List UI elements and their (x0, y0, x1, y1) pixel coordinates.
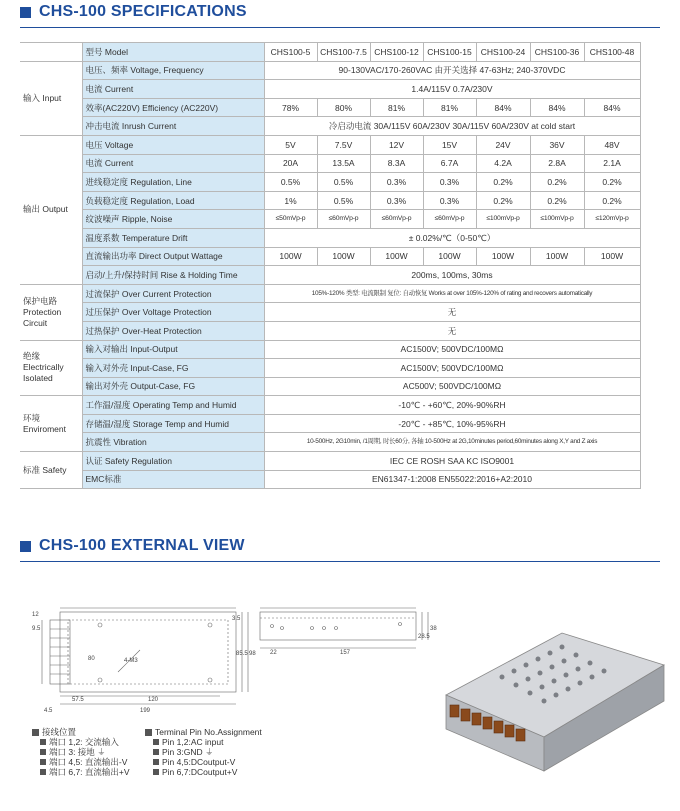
value-cell: ≤60mVp-p (317, 210, 370, 229)
spec-table (20, 42, 641, 489)
row-label: 电压 Voltage (82, 135, 264, 154)
table-row (20, 135, 640, 154)
table-row (20, 247, 640, 266)
value-cell: ≤60mVp-p (370, 210, 423, 229)
value-cell: AC1500V; 500VDC/100MΩ (264, 340, 640, 359)
table-row (20, 359, 640, 378)
dim-w4: 157 (340, 650, 351, 656)
value-cell: 2.1A (584, 154, 640, 173)
power-supply-photo (432, 625, 668, 775)
value-cell: 100W (370, 247, 423, 266)
group-empty (20, 43, 82, 62)
pin-item: 端口 3: 接地 ⏚ (49, 747, 106, 757)
table-row (20, 117, 640, 136)
row-label: 输入对输出 Input-Output (82, 340, 264, 359)
row-label: 存储温/湿度 Storage Temp and Humid (82, 414, 264, 433)
dim-w3: 120 (148, 697, 159, 703)
value-cell: 100W (264, 247, 317, 266)
value-cell: 0.5% (317, 191, 370, 210)
dim-h6: 12 (32, 612, 39, 618)
value-cell: 15V (423, 135, 476, 154)
row-label: 型号 Model (82, 43, 264, 62)
pin-item: Pin 4,5:DCoutput-V (162, 757, 236, 767)
value-cell: 13.5A (317, 154, 370, 173)
value-cell: 0.3% (423, 191, 476, 210)
table-row (20, 414, 640, 433)
value-cell: 48V (584, 135, 640, 154)
table-row (20, 303, 640, 322)
checkbox-square-icon (40, 769, 46, 775)
dim-h7: 4.5 (44, 708, 53, 714)
value-cell: ≤50mVp-p (264, 210, 317, 229)
value-cell: 0.2% (476, 173, 530, 192)
table-row-model (20, 43, 640, 62)
table-row (20, 210, 640, 229)
value-cell: 无 (264, 303, 640, 322)
row-label: 抗震性 Vibration (82, 433, 264, 452)
dim-w5: 22 (270, 650, 277, 656)
value-cell: 4.2A (476, 154, 530, 173)
value-cell: 0.3% (370, 173, 423, 192)
row-label: 效率(AC220V) Efficiency (AC220V) (82, 98, 264, 117)
value-cell: 12V (370, 135, 423, 154)
spec-section-heading (20, 0, 247, 24)
value-cell: EN61347-1:2008 EN55022:2016+A2:2010 (264, 470, 640, 489)
row-label: 输入对外壳 Input-Case, FG (82, 359, 264, 378)
value-cell: ± 0.02%/℃（0-50℃） (264, 228, 640, 247)
value-cell: 78% (264, 98, 317, 117)
value-cell: 0.2% (476, 191, 530, 210)
pin-assignment-cn (32, 727, 130, 777)
value-cell: 100W (584, 247, 640, 266)
value-cell: 84% (476, 98, 530, 117)
checkbox-square-icon (32, 729, 39, 736)
model-cell: CHS100-48 (584, 43, 640, 62)
model-cell: CHS100-12 (370, 43, 423, 62)
checkbox-square-icon (40, 739, 46, 745)
value-cell: 5V (264, 135, 317, 154)
value-cell: 84% (530, 98, 584, 117)
heading-square-icon (20, 541, 31, 552)
model-cell: CHS100-15 (423, 43, 476, 62)
value-cell: 10-500Hz, 2G10min, /1周期, 时长60分, 各轴 10-500Hz at 2G,10minutes period,60minutes along X,Y and Z axis (264, 433, 640, 452)
table-row (20, 470, 640, 489)
value-cell: 无 (264, 321, 640, 340)
checkbox-square-icon (40, 749, 46, 755)
value-cell: 100W (317, 247, 370, 266)
model-cell: CHS100-5 (264, 43, 317, 62)
external-view-heading (20, 534, 245, 558)
external-view-title: CHS-100 EXTERNAL VIEW (39, 537, 245, 554)
pins-en-title: Terminal Pin No.Assignment (155, 727, 262, 737)
value-cell: 1.4A/115V 0.7A/230V (264, 80, 640, 99)
row-label: 冲击电流 Inrush Current (82, 117, 264, 136)
value-cell: 81% (370, 98, 423, 117)
pin-item: 端口 4,5: 直流输出-V (49, 757, 128, 767)
value-cell: 36V (530, 135, 584, 154)
spec-section-title: CHS-100 SPECIFICATIONS (39, 3, 247, 20)
table-row (20, 266, 640, 285)
value-cell: IEC CE ROSH SAA KC ISO9001 (264, 452, 640, 471)
row-label: 直流输出功率 Direct Output Wattage (82, 247, 264, 266)
table-row (20, 452, 640, 471)
pin-item: Pin 1,2:AC input (162, 737, 224, 747)
pin-item: 端口 1,2: 交流输入 (49, 737, 119, 747)
row-label: 工作温/湿度 Operating Temp and Humid (82, 396, 264, 415)
table-row (20, 321, 640, 340)
value-cell: 0.3% (370, 191, 423, 210)
spec-heading-rule (20, 27, 660, 28)
table-row (20, 377, 640, 396)
value-cell: 0.2% (530, 173, 584, 192)
value-cell: 200ms, 100ms, 30ms (264, 266, 640, 285)
dim-h8: 38 (430, 626, 437, 632)
row-label: 负载稳定度 Regulation, Load (82, 191, 264, 210)
group-insulation: 绝缘 Electrically Isolated (20, 340, 82, 396)
value-cell: 8.3A (370, 154, 423, 173)
value-cell: 90-130VAC/170-260VAC 由开关选择 47-63Hz; 240-370VDC (264, 61, 640, 80)
dim-h2: 85.5 (236, 651, 248, 657)
row-label: 温度系数 Temperature Drift (82, 228, 264, 247)
value-cell: 1% (264, 191, 317, 210)
value-cell: 0.2% (584, 173, 640, 192)
checkbox-square-icon (145, 729, 152, 736)
dim-hole: 4-M3 (124, 658, 138, 664)
model-cell: CHS100-24 (476, 43, 530, 62)
side-view-drawing (260, 608, 428, 648)
value-cell: 2.8A (530, 154, 584, 173)
dim-w1: 199 (140, 708, 151, 714)
pin-assignment-en (145, 727, 262, 777)
heading-square-icon (20, 7, 31, 18)
table-row (20, 173, 640, 192)
value-cell: 105%-120% 类型: 电流限制 复位: 自动恢复 Works at over 105%-120% of rating and recovers automatically (264, 284, 640, 303)
pin-item: Pin 6,7:DCoutput+V (162, 767, 238, 777)
row-label: 纹波噪声 Ripple, Noise (82, 210, 264, 229)
dim-h9: 28.5 (418, 634, 430, 640)
value-cell: 0.3% (423, 173, 476, 192)
value-cell: AC500V; 500VDC/100MΩ (264, 377, 640, 396)
dim-w2: 57.5 (72, 697, 84, 703)
row-label: 过热保护 Over-Heat Protection (82, 321, 264, 340)
dim-h1: 98 (249, 651, 256, 657)
value-cell: 100W (423, 247, 476, 266)
model-cell: CHS100-36 (530, 43, 584, 62)
row-label: 过流保护 Over Current Protection (82, 284, 264, 303)
value-cell: 0.2% (584, 191, 640, 210)
value-cell: ≤60mVp-p (423, 210, 476, 229)
table-row (20, 284, 640, 303)
value-cell: 100W (476, 247, 530, 266)
table-row (20, 340, 640, 359)
external-heading-rule (20, 561, 660, 562)
dim-h3: 80 (88, 656, 95, 662)
value-cell: 84% (584, 98, 640, 117)
row-label: 输出对外壳 Output-Case, FG (82, 377, 264, 396)
group-input: 输入 Input (20, 61, 82, 135)
value-cell: 80% (317, 98, 370, 117)
checkbox-square-icon (153, 759, 159, 765)
table-row (20, 154, 640, 173)
value-cell: 0.2% (530, 191, 584, 210)
row-label: 启动/上升/保持时间 Rise & Holding Time (82, 266, 264, 285)
value-cell: -10℃ - +60℃, 20%-90%RH (264, 396, 640, 415)
table-row (20, 61, 640, 80)
table-row (20, 433, 640, 452)
value-cell: 6.7A (423, 154, 476, 173)
checkbox-square-icon (153, 769, 159, 775)
pin-item: Pin 3:GND ⏚ (162, 747, 214, 757)
pins-cn-title: 接线位置 (42, 727, 77, 737)
value-cell: 0.5% (264, 173, 317, 192)
value-cell: 7.5V (317, 135, 370, 154)
row-label: 电流 Current (82, 80, 264, 99)
row-label: 认证 Safety Regulation (82, 452, 264, 471)
checkbox-square-icon (153, 739, 159, 745)
value-cell: ≤120mVp-p (584, 210, 640, 229)
group-environment: 环境 Enviroment (20, 396, 82, 452)
table-row (20, 98, 640, 117)
row-label: 电流 Current (82, 154, 264, 173)
value-cell: 冷启动电流 30A/115V 60A/230V 30A/115V 60A/230V at cold start (264, 117, 640, 136)
dim-h5: 9.5 (32, 626, 41, 632)
value-cell: 0.5% (317, 173, 370, 192)
table-row (20, 228, 640, 247)
model-cell: CHS100-7.5 (317, 43, 370, 62)
row-label: 进线稳定度 Regulation, Line (82, 173, 264, 192)
checkbox-square-icon (153, 749, 159, 755)
table-row (20, 191, 640, 210)
row-label: 电压、频率 Voltage, Frequency (82, 61, 264, 80)
table-row (20, 80, 640, 99)
value-cell: 20A (264, 154, 317, 173)
value-cell: 24V (476, 135, 530, 154)
checkbox-square-icon (40, 759, 46, 765)
table-row (20, 396, 640, 415)
value-cell: -20℃ - +85℃, 10%-95%RH (264, 414, 640, 433)
dim-h4: 3.5 (232, 616, 241, 622)
group-safety: 标准 Safety (20, 452, 82, 489)
value-cell: 81% (423, 98, 476, 117)
group-output: 输出 Output (20, 135, 82, 284)
value-cell: ≤100mVp-p (530, 210, 584, 229)
group-protection: 保护电路 Protection Circuit (20, 284, 82, 340)
row-label: 过压保护 Over Voltage Protection (82, 303, 264, 322)
value-cell: AC1500V; 500VDC/100MΩ (264, 359, 640, 378)
value-cell: 100W (530, 247, 584, 266)
top-view-drawing (42, 608, 248, 704)
pin-item: 端口 6,7: 直流输出+V (49, 767, 130, 777)
row-label: EMC标准 (82, 470, 264, 489)
value-cell: ≤100mVp-p (476, 210, 530, 229)
